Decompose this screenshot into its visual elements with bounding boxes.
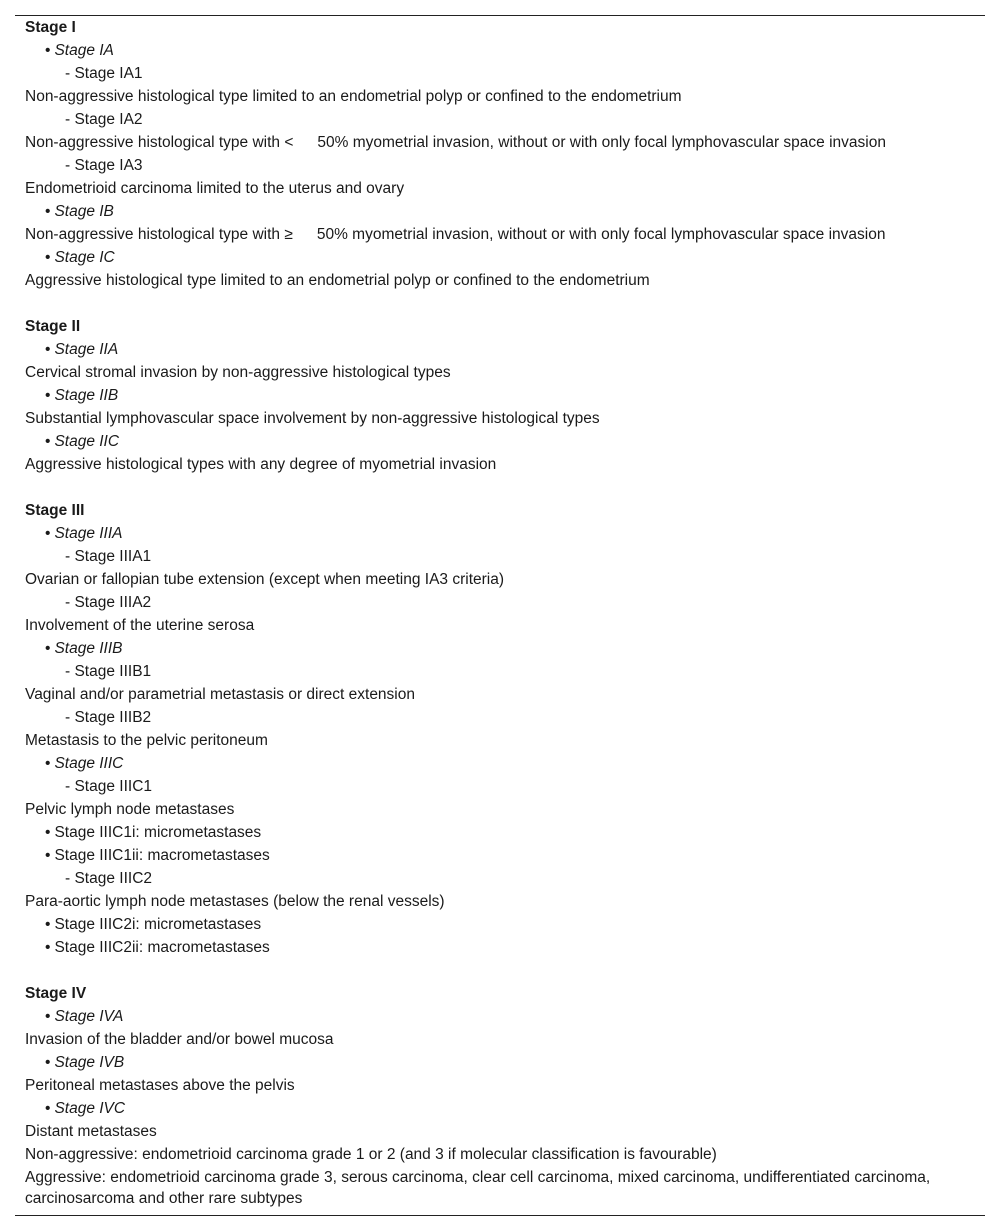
stage-iiia1: - Stage IIIA1 bbox=[65, 548, 152, 565]
bullet-icon: • bbox=[45, 640, 51, 657]
bullet-icon: • bbox=[45, 1054, 51, 1071]
stage-ii-heading: Stage II bbox=[25, 318, 81, 335]
stage-i-heading: Stage I bbox=[25, 19, 76, 36]
bullet-icon: • bbox=[45, 916, 51, 933]
stage-iiia2-description: Involvement of the uterine serosa bbox=[25, 617, 255, 634]
stage-ia3: - Stage IA3 bbox=[65, 157, 143, 174]
stage-iiib2: - Stage IIIB2 bbox=[65, 709, 152, 726]
staging-table bbox=[25, 16, 975, 1209]
spacer bbox=[25, 476, 975, 499]
stage-iic-description: Aggressive histological types with any degree of myometrial invasion bbox=[25, 456, 497, 473]
stage-ic-description: Aggressive histological type limited to an endometrial polyp or confined to the endometrium bbox=[25, 272, 650, 289]
stage-ivc: • Stage IVC bbox=[45, 1100, 126, 1117]
stage-ib: • Stage IB bbox=[45, 203, 114, 220]
table-bottom-rule bbox=[15, 1215, 985, 1216]
stage-iib-description: Substantial lymphovascular space involvement by non-aggressive histological types bbox=[25, 410, 600, 427]
stage-ia1: - Stage IA1 bbox=[65, 65, 143, 82]
bullet-icon: • bbox=[45, 755, 51, 772]
stage-iiic2: - Stage IIIC2 bbox=[65, 870, 153, 887]
stage-iva: • Stage IVA bbox=[45, 1008, 124, 1025]
stage-iiic1i: • Stage IIIC1i: micrometastases bbox=[45, 824, 262, 841]
stage-iiic2i: • Stage IIIC2i: micrometastases bbox=[45, 916, 262, 933]
stage-iia-description: Cervical stromal invasion by non-aggressive histological types bbox=[25, 364, 451, 381]
stage-ia2-description: Non-aggressive histological type with < 50% myometrial invasion, without or with only focal lymphovascular space invasion bbox=[25, 134, 886, 151]
stage-ia: • Stage IA bbox=[45, 42, 114, 59]
bullet-icon: • bbox=[45, 525, 51, 542]
stage-ic: • Stage IC bbox=[45, 249, 115, 266]
bullet-icon: • bbox=[45, 939, 51, 956]
stage-iiib1-description: Vaginal and/or parametrial metastasis or direct extension bbox=[25, 686, 415, 703]
stage-iiic1: - Stage IIIC1 bbox=[65, 778, 153, 795]
stage-iva-description: Invasion of the bladder and/or bowel mucosa bbox=[25, 1031, 334, 1048]
note-aggressive: Aggressive: endometrioid carcinoma grade 3, serous carcinoma, clear cell carcinoma, mixed carcinoma, undifferentiated carcinoma, carcinosarcoma and other rare subtypes bbox=[25, 1169, 931, 1207]
stage-iiia: • Stage IIIA bbox=[45, 525, 123, 542]
stage-ivc-description: Distant metastases bbox=[25, 1123, 157, 1140]
bullet-icon: • bbox=[45, 1100, 51, 1117]
stage-ia2: - Stage IA2 bbox=[65, 111, 143, 128]
bullet-icon: • bbox=[45, 203, 51, 220]
bullet-icon: • bbox=[45, 341, 51, 358]
stage-iic: • Stage IIC bbox=[45, 433, 120, 450]
bullet-icon: • bbox=[45, 847, 51, 864]
bullet-icon: • bbox=[45, 249, 51, 266]
note-non-aggressive: Non-aggressive: endometrioid carcinoma grade 1 or 2 (and 3 if molecular classification is favourable) bbox=[25, 1146, 717, 1163]
stage-iiib1: - Stage IIIB1 bbox=[65, 663, 152, 680]
stage-iiia1-description: Ovarian or fallopian tube extension (except when meeting IA3 criteria) bbox=[25, 571, 505, 588]
stage-iiic: • Stage IIIC bbox=[45, 755, 124, 772]
stage-iiic2ii: • Stage IIIC2ii: macrometastases bbox=[45, 939, 270, 956]
stage-ia3-description: Endometrioid carcinoma limited to the uterus and ovary bbox=[25, 180, 405, 197]
stage-iiib2-description: Metastasis to the pelvic peritoneum bbox=[25, 732, 268, 749]
stage-iiia2: - Stage IIIA2 bbox=[65, 594, 152, 611]
bullet-icon: • bbox=[45, 1008, 51, 1025]
stage-ivb-description: Peritoneal metastases above the pelvis bbox=[25, 1077, 295, 1094]
stage-iia: • Stage IIA bbox=[45, 341, 119, 358]
spacer bbox=[25, 959, 975, 982]
bullet-icon: • bbox=[45, 824, 51, 841]
stage-ia1-description: Non-aggressive histological type limited to an endometrial polyp or confined to the endometrium bbox=[25, 88, 682, 105]
spacer bbox=[25, 292, 975, 315]
stage-iiic2-description: Para-aortic lymph node metastases (below the renal vessels) bbox=[25, 893, 445, 910]
stage-iiic1ii: • Stage IIIC1ii: macrometastases bbox=[45, 847, 270, 864]
stage-iii-heading: Stage III bbox=[25, 502, 85, 519]
stage-iv-heading: Stage IV bbox=[25, 985, 87, 1002]
stage-iiib: • Stage IIIB bbox=[45, 640, 123, 657]
stage-ivb: • Stage IVB bbox=[45, 1054, 125, 1071]
stage-iiic1-description: Pelvic lymph node metastases bbox=[25, 801, 235, 818]
stage-iib: • Stage IIB bbox=[45, 387, 119, 404]
bullet-icon: • bbox=[45, 42, 51, 59]
bullet-icon: • bbox=[45, 433, 51, 450]
stage-ib-description: Non-aggressive histological type with ≥ 50% myometrial invasion, without or with only focal lymphovascular space invasion bbox=[25, 226, 886, 243]
bullet-icon: • bbox=[45, 387, 51, 404]
